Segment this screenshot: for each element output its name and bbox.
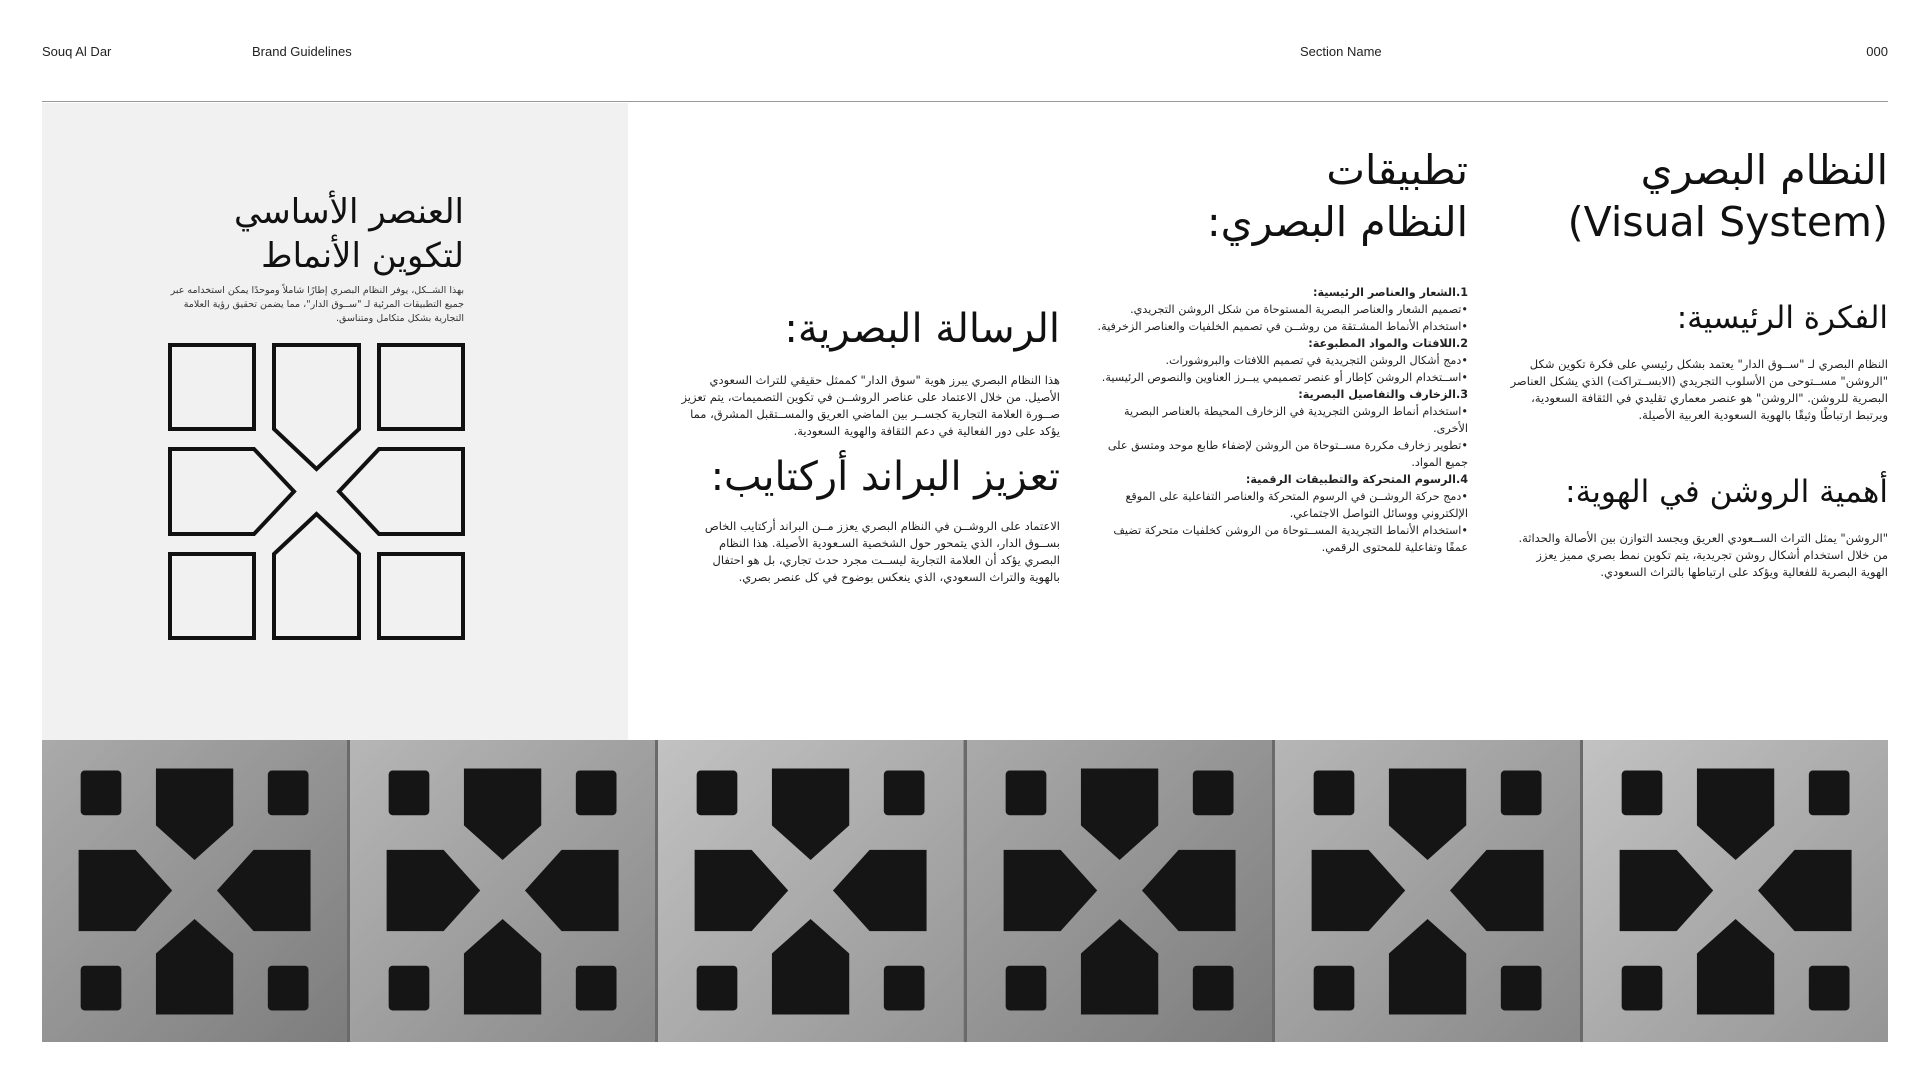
visual-message-heading: الرسالة البصرية:	[784, 306, 1060, 352]
rawshan-block-photo	[967, 740, 1275, 1042]
visual-message-text: هذا النظام البصري يبرز هوية "سوق الدار" كممثل حقيقي للتراث السعودي الأصيل. من خلال الاعتماد على عناصر الروشــن في تكوين التصميمات، يتم تعزيز صــورة العلامة التجارية كجســر بين الماضي العريق والمســتقبل المشرق، مما يؤكد على دور الفعالية في دعم الثقافة والهوية السعودية.	[681, 373, 1060, 438]
header-divider	[42, 101, 1888, 102]
list-item-line: •دمج أشكال الروشن التجريدية في تصميم اللافتات والبروشورات.	[1165, 354, 1468, 367]
list-item-line: •اســتخدام الروشن كإطار أو عنصر تصميمي يبــرز العناوين والنصوص الرئيسية.	[1101, 371, 1468, 384]
applications-title	[1068, 144, 1468, 248]
brand-archetype-heading: تعزيز البراند أركتايب:	[710, 454, 1060, 500]
list-item-title: 1.الشعار والعناصر الرئيسية:	[1312, 286, 1468, 299]
list-item	[1088, 386, 1468, 471]
section-name: Section Name	[1300, 44, 1382, 59]
panel-title-line1: العنصر الأساسي	[233, 192, 464, 232]
list-item	[1088, 335, 1468, 386]
applications-title-line2: النظام البصري:	[1206, 198, 1468, 246]
importance-heading: أهمية الروشن في الهوية:	[1565, 474, 1888, 510]
applications-title-line1: تطبيقات	[1326, 146, 1468, 194]
panel-title-line2: لتكوين الأنماط	[261, 236, 464, 276]
panel-title	[84, 190, 464, 278]
list-item-title: 3.الزخارف والتفاصيل البصرية:	[1298, 388, 1468, 401]
visual-system-title-line2: (Visual System)	[1567, 198, 1888, 246]
visual-system-title	[1508, 144, 1888, 248]
list-item-line: •تطوير زخارف مكررة مســتوحاة من الروشن لإضفاء طابع موحد ومتسق على جميع المواد.	[1107, 439, 1468, 469]
rawshan-block-photo	[1583, 740, 1888, 1042]
list-item-title: 4.الرسوم المتحركة والتطبيقات الرقمية:	[1245, 473, 1468, 486]
doc-title: Brand Guidelines	[252, 44, 352, 59]
list-item-title: 2.اللافتات والمواد المطبوعة:	[1308, 337, 1468, 350]
list-item	[1088, 284, 1468, 335]
visual-system-title-line1: النظام البصري	[1640, 146, 1888, 194]
importance-text: "الروشن" يمثل التراث الســعودي العريق ويجسد التوازن بين الأصالة والحداثة. من خلال استخدام أشكال روشن تجريدية، يتم تكوين نمط بصري مميز يعزز الهوية البصرية للفعالية ويؤكد على ارتباطها بالتراث السعودي.	[1518, 531, 1888, 579]
rawshan-block-photo	[658, 740, 966, 1042]
list-item-line: •دمج حركة الروشــن في الرسوم المتحركة والعناصر التفاعلية على الموقع الإلكتروني ووسائل التواصل الاجتماعي.	[1125, 490, 1468, 520]
brand-archetype-text: الاعتماد على الروشــن في النظام البصري يعزز مــن البراند أركتايب الخاص بســوق الدار، الذي يتمحور حول الشخصية السـعودية الأصيلة. هذا النظام البصري يؤكد أن العلامة التجارية ليســت مجرد حدث تجاري، بل هو احتفال بالهوية والتراث السعودي، الذي ينعكس بوضوح في كل عنصر بصري.	[704, 519, 1060, 584]
list-item-line: •استخدام الأنماط التجريدية المســتوحاة من الروشن كخلفيات متحركة تضيف عمقًا وتفاعلية للمحتوى الرقمي.	[1113, 524, 1468, 554]
rawshan-photo-strip	[42, 740, 1888, 1042]
list-item	[1088, 471, 1468, 556]
applications-list	[1088, 284, 1468, 556]
rawshan-pattern-icon	[168, 343, 465, 640]
list-item-line: •استخدام أنماط الروشن التجريدية في الزخارف المحيطة بالعناصر البصرية الأخرى.	[1124, 405, 1468, 435]
list-item-line: •استخدام الأنماط المشـتقة من روشــن في تصميم الخلفيات والعناصر الزخرفية.	[1097, 320, 1468, 333]
main-idea-heading: الفكرة الرئيسية:	[1676, 300, 1888, 336]
list-item-line: •تصميم الشعار والعناصر البصرية المستوحاة من شكل الروشن التجريدي.	[1130, 303, 1468, 316]
rawshan-block-photo	[42, 740, 350, 1042]
brand-name: Souq Al Dar	[42, 44, 112, 59]
main-idea-text: النظام البصري لـ "ســوق الدار" يعتمد بشكل رئيسي على فكرة تكوين شكل "الروشن" مســتوحى من الأسلوب التجريدي (الابســتراكت) الذي يشكل العناصر البصرية للروشن. "الروشن" هو عنصر معماري تقليدي في الثقافة السعودية، ويرتبط ارتباطًا وثيقًا بالهوية السعودية العربية الأصيلة.	[1510, 357, 1888, 422]
rawshan-block-photo	[1275, 740, 1583, 1042]
page-number: 000	[1866, 44, 1888, 59]
panel-text: بهذا الشــكل، يوفر النظام البصري إطارًا شاملاً وموحدًا يمكن استخدامه عبر جميع التطبيقات المرئية لـ "ســوق الدار"، مما يضمن تحقيق رؤية العلامة التجارية بشكل متكامل ومتناسق.	[170, 285, 464, 324]
rawshan-block-photo	[350, 740, 658, 1042]
